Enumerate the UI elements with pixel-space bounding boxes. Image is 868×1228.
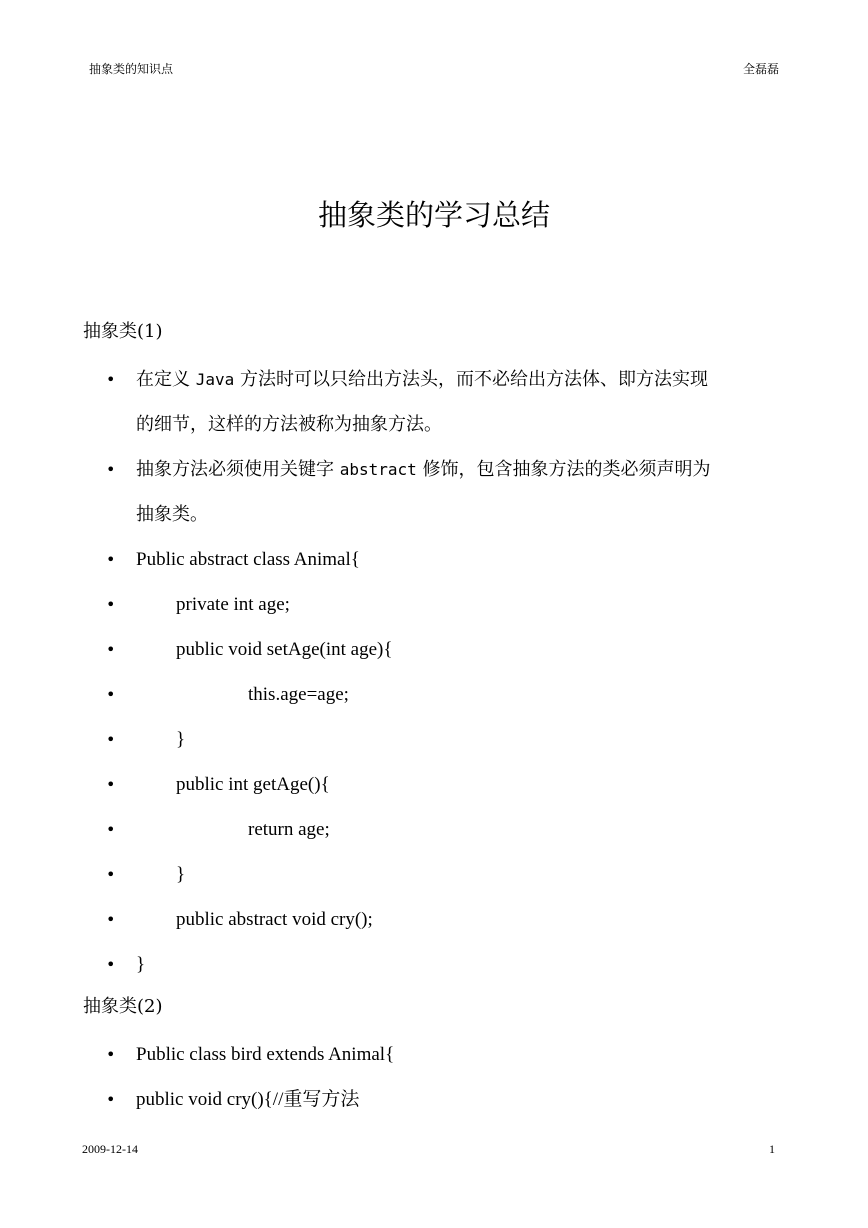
code-line: • this.age=age; (83, 672, 788, 717)
code-line: • public abstract void cry(); (83, 897, 788, 942)
code-line: • public int getAge(){ (83, 762, 788, 807)
code-line: • Public class bird extends Animal{ (83, 1032, 788, 1077)
section-heading-1: 抽象类(1) (83, 321, 163, 342)
bullet-icon: • (106, 460, 116, 479)
header-author: 全磊磊 (742, 62, 779, 76)
code-line: • return age; (83, 807, 788, 852)
bullet-icon: • (106, 640, 116, 659)
bullet-icon: • (106, 730, 116, 749)
code-line: • } (83, 942, 788, 987)
list-item: • 在定义 Java 方法时可以只给出方法头，而不必给出方法体、即方法实现 的细节，这样的方法被称为抽象方法。 (83, 357, 788, 447)
section-heading-2: 抽象类(2) (83, 996, 163, 1017)
document-body (83, 312, 788, 1122)
footer-page-number: 1 (769, 1142, 775, 1156)
code-line: • Public abstract class Animal{ (83, 537, 788, 582)
header-doc-topic: 抽象类的知识点 (89, 62, 174, 76)
bullet-icon: • (106, 550, 116, 569)
footer-date: 2009-12-14 (82, 1142, 138, 1156)
bullet-icon: • (106, 865, 116, 884)
inline-code: abstract (339, 460, 417, 479)
code-line: • private int age; (83, 582, 788, 627)
bullet-icon: • (106, 370, 116, 389)
code-line: • public void setAge(int age){ (83, 627, 788, 672)
list-item: • 抽象方法必须使用关键字 abstract 修饰，包含抽象方法的类必须声明为 抽象类。 (83, 447, 788, 537)
bullet-icon: • (106, 955, 116, 974)
bullet-icon: • (106, 775, 116, 794)
inline-code: Java (195, 370, 235, 389)
bullet-icon: • (106, 685, 116, 704)
code-line: • } (83, 852, 788, 897)
code-line: • public void cry(){//重写方法 (83, 1077, 788, 1122)
code-line: • } (83, 717, 788, 762)
page-title: 抽象类的学习总结 (317, 198, 550, 233)
bullet-icon: • (106, 1045, 116, 1064)
bullet-icon: • (106, 595, 116, 614)
bullet-icon: • (106, 820, 116, 839)
bullet-icon: • (106, 910, 116, 929)
bullet-icon: • (106, 1090, 116, 1109)
